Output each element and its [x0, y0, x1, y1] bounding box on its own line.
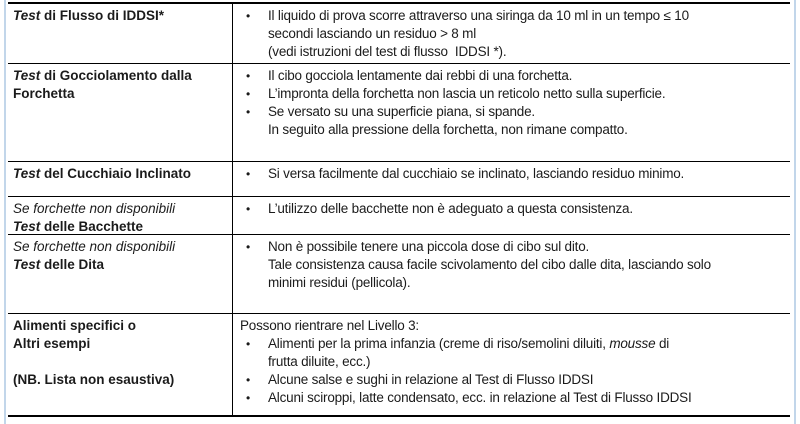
description-cell	[233, 162, 790, 196]
text-segment: delle Dita	[40, 257, 105, 272]
table-row	[8, 235, 790, 314]
content-line	[233, 67, 788, 85]
text-segment: delle Bacchette	[40, 219, 144, 234]
text-segment: Test	[13, 68, 41, 83]
test-name-cell	[8, 64, 233, 161]
test-name-cell	[8, 197, 233, 234]
content-line	[233, 317, 788, 335]
description-cell	[233, 197, 790, 234]
text-segment: Il liquido di prova scorre attraverso una siringa da 10 ml in un tempo ≤ 10	[268, 8, 689, 23]
text-segment: Non è possibile tenere una piccola dose di cibo sul dito.	[268, 239, 590, 254]
content-text	[268, 7, 788, 25]
text-segment: Se forchette non disponibili	[13, 201, 176, 216]
content-line	[233, 165, 788, 183]
content-line	[233, 121, 788, 139]
content-line	[233, 238, 788, 256]
text-segment: di Gocciolamento dalla	[40, 68, 192, 83]
test-name-cell	[8, 162, 233, 196]
description-cell	[233, 314, 790, 415]
content-text	[268, 103, 788, 121]
label-line	[13, 371, 228, 389]
content-text	[268, 43, 788, 61]
label-line	[13, 7, 228, 25]
label-line	[13, 85, 228, 103]
bullet-spacer	[233, 274, 268, 292]
bullet-icon: •	[246, 240, 251, 254]
content-text	[268, 389, 788, 407]
bullet-icon: •	[246, 87, 251, 101]
table-row	[8, 314, 790, 417]
test-name-cell	[8, 235, 233, 313]
text-segment: Test	[13, 166, 41, 181]
description-cell	[233, 64, 790, 161]
text-segment: Alimenti per la prima infanzia (creme di riso/semolini diluiti,	[268, 336, 610, 351]
label-line	[13, 67, 228, 85]
label-line	[13, 218, 228, 235]
bullet-icon: •	[246, 337, 251, 351]
description-cell	[233, 4, 790, 63]
label-line	[13, 200, 228, 218]
text-segment: secondi lasciando un residuo > 8 ml	[268, 26, 477, 41]
content-line	[233, 43, 788, 61]
bullet-icon: •	[246, 391, 251, 405]
content-line	[233, 200, 788, 218]
text-segment: Test	[13, 219, 41, 234]
text-segment: Possono rientrare nel Livello 3:	[240, 318, 419, 333]
content-line	[233, 256, 788, 274]
content-line	[233, 25, 788, 43]
text-segment: (vedi istruzioni del test di flusso IDDSI *).	[268, 44, 507, 59]
iddsi-level3-table	[8, 2, 790, 417]
label-line	[13, 353, 228, 371]
text-segment: Alimenti specifici o	[13, 318, 137, 333]
table-row	[8, 4, 790, 64]
page-right-edge	[794, 0, 796, 424]
label-line	[13, 317, 228, 335]
label-line	[13, 256, 228, 274]
content-text	[268, 85, 788, 103]
bullet-icon: •	[246, 105, 251, 119]
text-segment: L’impronta della forchetta non lascia un reticolo netto sulla superficie.	[268, 86, 666, 101]
text-segment: L’utilizzo delle bacchette non è adeguato a questa consistenza.	[268, 201, 633, 216]
bullet-spacer	[233, 25, 268, 43]
text-segment: In seguito alla pressione della forchetta, non rimane compatto.	[268, 122, 628, 137]
bullet-icon: •	[246, 167, 251, 181]
text-segment: frutta diluite, ecc.)	[268, 354, 371, 369]
text-segment: Se forchette non disponibili	[13, 239, 176, 254]
content-text	[268, 256, 788, 274]
content-line	[233, 7, 788, 25]
description-cell	[233, 235, 790, 313]
label-line	[13, 238, 228, 256]
text-segment: minimi residui (pellicola).	[268, 275, 411, 290]
content-text	[268, 353, 788, 371]
table-row	[8, 162, 790, 197]
text-segment: Se versato su una superficie piana, si spande.	[268, 104, 535, 119]
text-segment: di Flusso di IDDSI*	[40, 8, 165, 23]
table-row	[8, 64, 790, 162]
text-segment: Si versa facilmente dal cucchiaio se inclinato, lasciando residuo minimo.	[268, 166, 685, 181]
bullet-icon: •	[246, 9, 251, 23]
content-line	[233, 85, 788, 103]
label-line	[13, 335, 228, 353]
content-line	[233, 389, 788, 407]
bullet-spacer	[233, 121, 268, 139]
table-row	[8, 197, 790, 235]
text-segment: Test	[13, 8, 41, 23]
content-text	[268, 371, 788, 389]
text-segment: Il cibo gocciola lentamente dai rebbi di una forchetta.	[268, 68, 573, 83]
text-segment: Forchetta	[13, 86, 75, 101]
text-segment: del Cucchiaio Inclinato	[40, 166, 192, 181]
content-text	[268, 238, 788, 256]
bullet-icon: •	[246, 373, 251, 387]
text-segment: di	[655, 336, 670, 351]
content-text	[268, 274, 788, 292]
text-segment: Alcune salse e sughi in relazione al Test di Flusso IDDSI	[268, 372, 594, 387]
text-segment: Altri esempi	[13, 336, 91, 351]
content-line	[233, 274, 788, 292]
bullet-icon: •	[246, 202, 251, 216]
bullet-spacer	[233, 256, 268, 274]
test-name-cell	[8, 4, 233, 63]
content-text	[268, 165, 788, 183]
bullet-icon: •	[246, 69, 251, 83]
test-name-cell	[8, 314, 233, 415]
text-segment: (NB. Lista non esaustiva)	[13, 372, 175, 387]
content-line	[233, 103, 788, 121]
content-text	[268, 335, 788, 353]
text-segment: Alcuni sciroppi, latte condensato, ecc. in relazione al Test di Flusso IDDSI	[268, 390, 692, 405]
text-segment: Test	[13, 257, 41, 272]
text-segment: Tale consistenza causa facile scivolamento del cibo dalle dita, lasciando solo	[268, 257, 711, 272]
content-text	[268, 67, 788, 85]
page-left-edge	[4, 0, 6, 424]
bullet-spacer	[233, 43, 268, 61]
content-text	[240, 317, 788, 335]
bullet-spacer	[233, 353, 268, 371]
content-text	[268, 200, 788, 218]
content-line	[233, 371, 788, 389]
content-line	[233, 353, 788, 371]
content-text	[268, 25, 788, 43]
content-text	[268, 121, 788, 139]
text-segment: mousse	[609, 336, 656, 351]
label-line	[13, 165, 228, 183]
content-line	[233, 335, 788, 353]
